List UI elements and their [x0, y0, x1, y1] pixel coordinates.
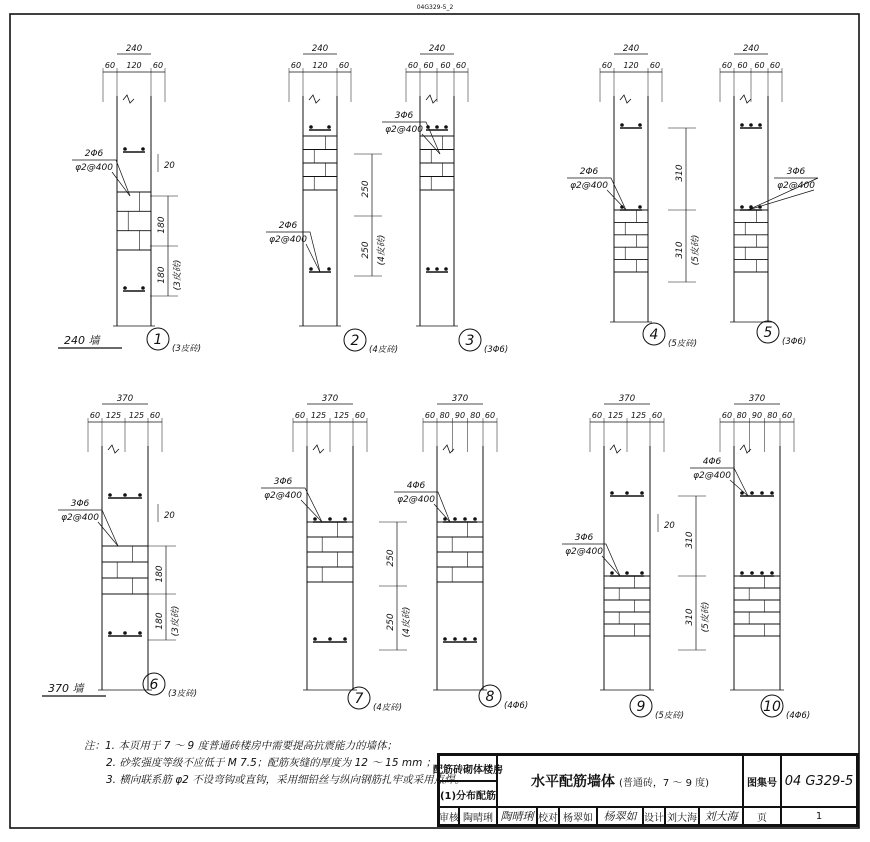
dim-overall-text: 240 [428, 44, 446, 54]
rebar-dot [453, 517, 457, 521]
rebar-dot [770, 491, 774, 495]
rebar-dot [463, 637, 467, 641]
dim-segment-text: 60 [721, 411, 733, 420]
rebar-dot [625, 491, 629, 495]
rebar-dot [108, 493, 112, 497]
detail-number: 2 [350, 333, 360, 349]
rebar-dot [138, 631, 142, 635]
dim-overall-text: 370 [748, 394, 766, 404]
rebar-dot [750, 491, 754, 495]
rebar-dot [327, 267, 331, 271]
dim-segment-text: 80 [736, 411, 747, 420]
rebar-dot [443, 637, 447, 641]
rebar-dot [740, 571, 744, 575]
rebar-label: 3Φ6 [273, 477, 293, 487]
vertical-dim-text-1: 180 [157, 216, 167, 234]
rebar-dot [138, 493, 142, 497]
dim-overall-text: 370 [618, 394, 636, 404]
wall-type-label: 240 墙 [64, 334, 100, 347]
dim-segment-text: 60 [423, 61, 434, 70]
wall-detail-fig9 [562, 394, 711, 721]
rebar-dot [758, 123, 762, 127]
vertical-dim-note: (3皮砖) [173, 259, 183, 291]
dim-segment-text: 60 [440, 61, 451, 70]
vertical-dim-text-2: 310 [685, 608, 695, 626]
leader-line-2 [748, 190, 814, 210]
tie-label: φ2@400 [570, 181, 608, 191]
leader-line-2 [434, 504, 450, 522]
rebar-dot [473, 517, 477, 521]
vertical-dim-text-1: 310 [685, 531, 695, 549]
rebar-dot [740, 123, 744, 127]
dim-segment-text: 60 [104, 61, 116, 70]
vertical-dim-text-1: 310 [675, 164, 685, 182]
general-notes [84, 738, 466, 789]
tie-label: φ2@400 [264, 491, 302, 501]
dim-overall-text: 240 [742, 44, 760, 54]
detail-note: (3Φ6) [484, 345, 509, 355]
dim-segment-text: 60 [354, 411, 366, 420]
cover-dim-text: 20 [164, 161, 175, 171]
dim-segment-text: 120 [126, 61, 142, 70]
detail-note: (3Φ6) [782, 337, 807, 347]
tie-label: φ2@400 [61, 513, 99, 523]
rebar-label: 3Φ6 [786, 167, 806, 177]
rebar-dot [435, 125, 439, 129]
tb-atlas-label: 图集号 [743, 755, 781, 807]
tb-title-main: 水平配筋墙体 [530, 774, 615, 790]
rebar-dot [749, 123, 753, 127]
rebar-dot [610, 491, 614, 495]
tb-title [497, 755, 743, 807]
detail-note: (5皮砖) [655, 711, 685, 721]
detail-note: (3皮砖) [172, 344, 202, 354]
vertical-dim-note: (4皮砖) [377, 234, 387, 266]
dim-segment-text: 60 [290, 61, 302, 70]
note-1: 注：1. 本页用于 7 ～ 9 度普通砖楼房中需要提高抗震能力的墙体； [84, 740, 398, 752]
rebar-label: 4Φ6 [702, 457, 722, 467]
tb-check-signature: 杨翠如 [597, 807, 643, 825]
dim-segment-text: 60 [484, 411, 496, 420]
tb-review-name: 陶晴琍 [459, 807, 497, 825]
rebar-dot [343, 517, 347, 521]
dim-segment-text: 120 [623, 61, 639, 70]
dim-segment-text: 60 [781, 411, 793, 420]
dim-segment-text: 120 [312, 61, 328, 70]
rebar-dot [327, 125, 331, 129]
vertical-dim-text-1: 250 [361, 180, 371, 198]
rebar-dot [640, 571, 644, 575]
vertical-dim-text-2: 250 [361, 241, 371, 259]
dim-segment-text: 60 [149, 411, 161, 420]
detail-number: 5 [763, 325, 773, 341]
rebar-dot [309, 267, 313, 271]
dim-segment-text: 80 [470, 411, 481, 420]
detail-number: 3 [465, 333, 475, 349]
vertical-dim-text-2: 310 [675, 241, 685, 259]
tb-title-sub: (普通砖，7 ～ 9 度) [618, 777, 710, 789]
tie-label: φ2@400 [75, 163, 113, 173]
rebar-dot [343, 637, 347, 641]
tb-check-name: 杨翠如 [559, 807, 597, 825]
detail-number: 10 [763, 699, 781, 715]
tb-review-signature: 陶晴琍 [497, 807, 537, 825]
dim-segment-text: 90 [751, 411, 763, 420]
rebar-dot [610, 571, 614, 575]
tb-category: 配筋砖砌体楼房 [439, 755, 497, 781]
dim-segment-text: 60 [294, 411, 306, 420]
break-mark [108, 445, 119, 453]
vertical-dim-text-2: 180 [157, 266, 167, 284]
rebar-dot [141, 286, 145, 290]
rebar-dot [313, 637, 317, 641]
detail-number: 1 [153, 332, 163, 348]
tie-label: φ2@400 [777, 181, 815, 191]
rebar-dot [770, 571, 774, 575]
wall-detail-fig1 [58, 44, 201, 354]
break-mark [740, 95, 751, 103]
rebar-dot [123, 631, 127, 635]
dim-overall-text: 240 [311, 44, 329, 54]
rebar-dot [463, 517, 467, 521]
wall-detail-fig2 [266, 44, 398, 355]
dim-segment-text: 125 [333, 411, 350, 420]
vertical-dim-text-1: 180 [155, 565, 165, 583]
vertical-dim-note: (3皮砖) [171, 605, 181, 637]
wall-detail-fig7 [261, 394, 412, 713]
dim-segment-text: 125 [128, 411, 145, 420]
dim-overall-text: 240 [622, 44, 640, 54]
dim-segment-text: 125 [310, 411, 327, 420]
break-mark [610, 445, 621, 453]
rebar-dot [123, 147, 127, 151]
dim-segment-text: 90 [454, 411, 466, 420]
wall-detail-fig4 [567, 44, 701, 349]
tb-review-label: 审核 [439, 807, 459, 825]
note-2: 2. 砂浆强度等级不应低于 M 7.5；配筋灰缝的厚度为 12 ～ 15 mm ； [106, 757, 437, 769]
dim-segment-text: 60 [737, 61, 748, 70]
dim-segment-text: 60 [152, 61, 164, 70]
note-3: 3. 横向联系筋 φ2 不设弯钩或直钩，采用细铅丝与纵向钢筋扎牢或采用点焊。 [106, 774, 466, 786]
rebar-dot [141, 147, 145, 151]
tb-atlas-no: 04 G329-5 [781, 755, 857, 807]
vertical-dim-note: (5皮砖) [691, 234, 701, 266]
rebar-dot [453, 637, 457, 641]
tb-design-label: 设计 [643, 807, 665, 825]
detail-number: 4 [649, 327, 659, 343]
vertical-dim-note: (4皮砖) [402, 606, 412, 638]
dim-overall-text: 240 [125, 44, 143, 54]
rebar-label: 2Φ6 [84, 149, 104, 159]
dim-segment-text: 125 [607, 411, 624, 420]
dim-segment-text: 60 [754, 61, 765, 70]
tb-page-no: 1 [781, 807, 857, 825]
dim-segment-text: 60 [455, 61, 467, 70]
wall-type-label: 370 墙 [48, 682, 84, 695]
cover-dim-text: 20 [664, 521, 675, 531]
tie-label: φ2@400 [693, 471, 731, 481]
tb-design-signature: 刘大海 [699, 807, 743, 825]
rebar-dot [108, 631, 112, 635]
vertical-dim-note: (5皮砖) [701, 601, 711, 633]
rebar-dot [328, 637, 332, 641]
detail-note: (4皮砖) [373, 703, 403, 713]
rebar-dot [426, 267, 430, 271]
leader-line-2 [306, 244, 320, 272]
tie-label: φ2@400 [397, 495, 435, 505]
rebar-dot [123, 493, 127, 497]
detail-number: 7 [354, 691, 364, 707]
dim-overall-text: 370 [321, 394, 339, 404]
tb-subcategory: (1)分布配筋 [439, 781, 497, 807]
rebar-dot [640, 491, 644, 495]
dim-segment-text: 60 [89, 411, 101, 420]
wall-detail-fig10 [690, 394, 810, 721]
dim-segment-text: 60 [649, 61, 661, 70]
dim-segment-text: 80 [767, 411, 778, 420]
leader-line-2 [98, 522, 118, 546]
title-block [433, 753, 859, 827]
rebar-dot [620, 123, 624, 127]
dim-overall-text: 370 [116, 394, 134, 404]
detail-note: (4皮砖) [369, 345, 399, 355]
tb-page-label: 页 [743, 807, 781, 825]
rebar-dot [760, 491, 764, 495]
detail-number: 6 [149, 677, 159, 693]
leader-line-2 [301, 500, 322, 522]
break-mark [123, 95, 134, 103]
detail-number: 8 [485, 689, 495, 705]
tb-check-label: 校对 [537, 807, 559, 825]
dim-segment-text: 60 [769, 61, 781, 70]
rebar-dot [750, 571, 754, 575]
detail-number: 9 [636, 699, 646, 715]
tb-design-name: 刘大海 [665, 807, 699, 825]
break-mark [313, 445, 324, 453]
detail-note: (4Φ6) [786, 711, 811, 721]
wall-detail-fig3 [382, 44, 508, 355]
rebar-dot [638, 205, 642, 209]
rebar-dot [444, 267, 448, 271]
dim-segment-text: 80 [439, 411, 450, 420]
break-mark [426, 95, 437, 103]
dim-segment-text: 60 [338, 61, 350, 70]
rebar-label: 2Φ6 [579, 167, 599, 177]
wall-detail-fig8 [394, 394, 528, 711]
vertical-dim-text-2: 250 [386, 613, 396, 631]
vertical-dim-text-1: 250 [386, 549, 396, 567]
rebar-label: 3Φ6 [70, 499, 90, 509]
leader-line-2 [607, 190, 626, 210]
dim-segment-text: 60 [601, 61, 613, 70]
detail-note: (3皮砖) [168, 689, 198, 699]
dim-segment-text: 60 [424, 411, 436, 420]
sheet-code: 04G329-5_2 [416, 4, 454, 11]
detail-note: (5皮砖) [668, 339, 698, 349]
rebar-dot [313, 517, 317, 521]
rebar-label: 4Φ6 [406, 481, 426, 491]
dim-segment-text: 125 [630, 411, 647, 420]
dim-segment-text: 60 [721, 61, 733, 70]
dim-segment-text: 125 [105, 411, 122, 420]
dim-segment-text: 60 [651, 411, 663, 420]
rebar-dot [328, 517, 332, 521]
rebar-dot [309, 125, 313, 129]
rebar-dot [123, 286, 127, 290]
dim-segment-text: 60 [591, 411, 603, 420]
detail-note: (4Φ6) [504, 701, 529, 711]
dim-segment-text: 60 [407, 61, 419, 70]
tie-label: φ2@400 [385, 125, 423, 135]
rebar-label: 3Φ6 [394, 111, 414, 121]
rebar-dot [444, 125, 448, 129]
rebar-dot [760, 571, 764, 575]
leader-line-2 [730, 480, 748, 496]
rebar-dot [625, 571, 629, 575]
dim-overall-text: 370 [451, 394, 469, 404]
vertical-dim-text-2: 180 [155, 612, 165, 630]
rebar-dot [638, 123, 642, 127]
tie-label: φ2@400 [565, 547, 603, 557]
wall-detail-fig6 [42, 394, 197, 699]
tie-label: φ2@400 [269, 235, 307, 245]
rebar-dot [435, 267, 439, 271]
break-mark [620, 95, 631, 103]
rebar-dot [473, 637, 477, 641]
wall-detail-fig5 [720, 44, 818, 347]
rebar-label: 3Φ6 [574, 533, 594, 543]
rebar-label: 2Φ6 [278, 221, 298, 231]
rebar-dot [740, 205, 744, 209]
figures-layer [42, 44, 818, 721]
break-mark [309, 95, 320, 103]
cover-dim-text: 20 [164, 511, 175, 521]
